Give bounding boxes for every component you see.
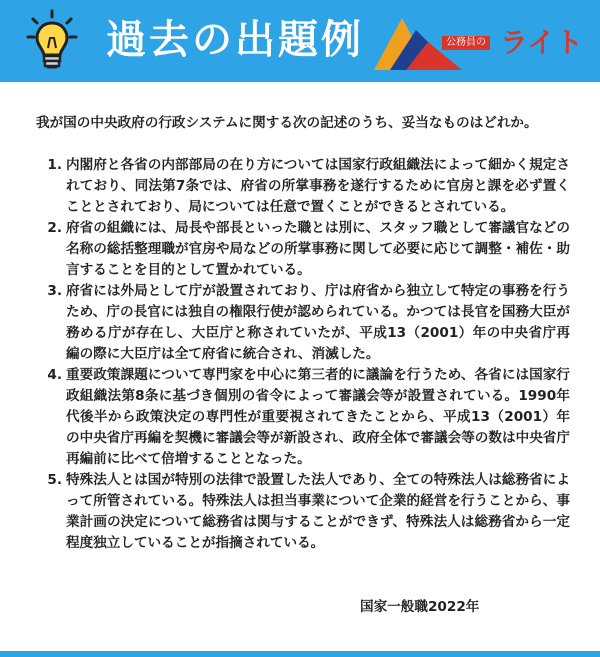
option-number: 4.	[47, 367, 62, 383]
question-text: 我が国の中央政府の行政システムに関する次の記述のうち、妥当なものはどれか。	[36, 115, 538, 131]
answer-options	[36, 155, 570, 554]
bottom-bar	[0, 651, 600, 657]
option-number: 2.	[47, 220, 62, 236]
option-text: 府省には外局として庁が設置されており、庁は府省から独立して特定の事務を行うため、庁の長官には独自の権限行使が認められている。かつては長官を国務大臣が務める庁が存在し、大臣庁と称されていたが、平成13（2001）年の中央省庁再編の際に大臣庁は全て府省に統合され、消滅した。	[66, 283, 570, 362]
logo-small-text: 公務員の	[442, 36, 490, 50]
brand-logo	[372, 12, 592, 74]
option-1	[36, 155, 570, 218]
option-4	[36, 365, 570, 470]
exam-source: 国家一般職2022年	[360, 599, 480, 615]
option-number: 5.	[47, 472, 62, 488]
option-number: 3.	[47, 283, 62, 299]
page-title: 過去の出題例	[106, 17, 364, 63]
option-number: 1.	[47, 157, 62, 173]
logo-big-text: ライト	[500, 26, 584, 59]
lightbulb-icon	[26, 8, 78, 72]
option-text: 特殊法人とは国が特別の法律で設置した法人であり、全ての特殊法人は総務省によって所管されている。特殊法人は担当事業について企業的経営を行うことから、事業計画の決定について総務省は関与することができず、特殊法人は総務省から一定程度独立していることが指摘されている。	[66, 472, 570, 551]
option-text: 府省の組織には、局長や部長といった職とは別に、スタッフ職として審議官などの名称の総括整理職が官房や局などの所掌事務に関して必要に応じて調整・補佐・助言することを目的として置かれている。	[66, 220, 570, 278]
header-banner	[0, 0, 600, 82]
option-3	[36, 281, 570, 365]
option-2	[36, 218, 570, 281]
option-5	[36, 470, 570, 554]
option-text: 重要政策課題について専門家を中心に第三者的に議論を行うため、各省には国家行政組織法第8条に基づき個別の省令によって審議会等が設置されている。1990年代後半から政策決定の専門性が重要視されてきたことから、平成13（2001）年の中央省庁再編を契機に審議会等が新設され、政府全体で審議会等の数は中央省庁再編前に比べて倍増することとなった。	[66, 367, 570, 467]
option-text: 内閣府と各省の内部部局の在り方については国家行政組織法によって細かく規定されており、同法第7条では、府省の所掌事務を遂行するために官房と課を必ず置くこととされており、局については任意で置くことができるとされている。	[66, 157, 570, 215]
